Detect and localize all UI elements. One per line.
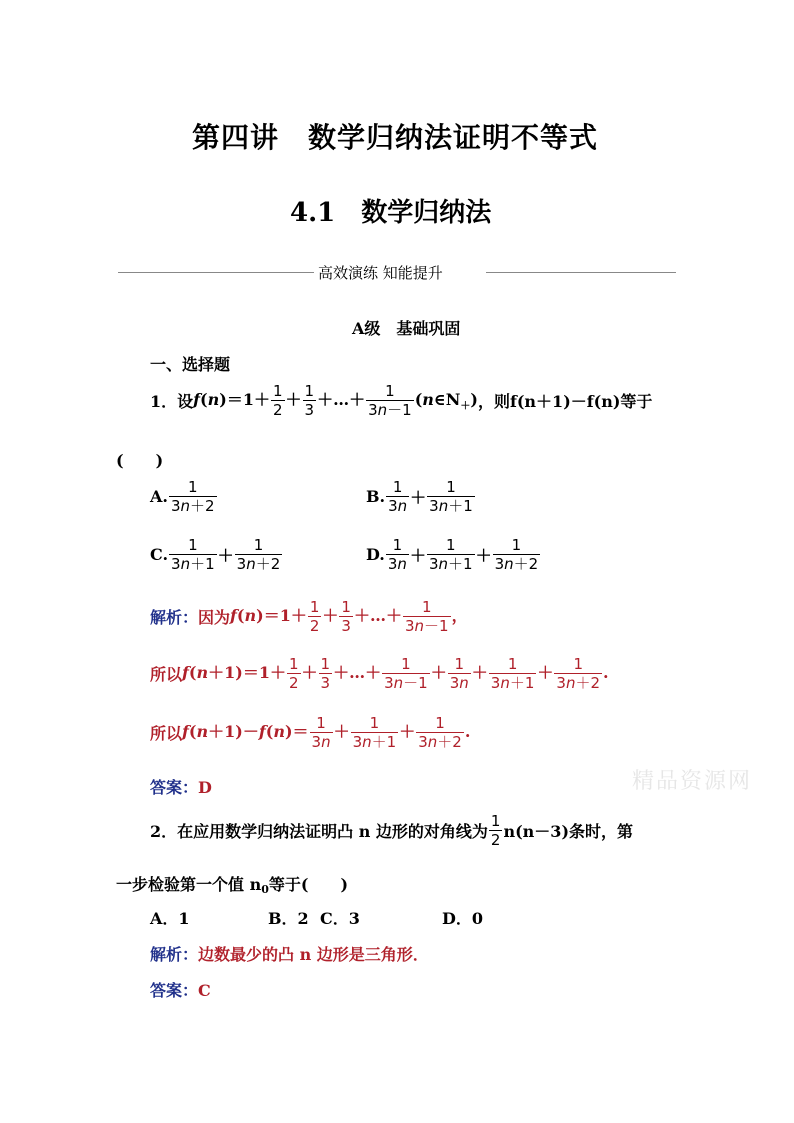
- banner-rule-left: [118, 272, 314, 273]
- q1-option-d: D. $\frac{1}{3n}$ ＋ $\frac{1}{3n+1}$ ＋ $\frac{1}{3n+2}$: [366, 536, 539, 573]
- watermark: 精品资源网: [632, 769, 753, 794]
- q1-paren: ( ): [116, 451, 164, 470]
- section-title: 4.1 数学归纳法: [290, 198, 492, 228]
- q1-option-b: B. $\frac{1}{3n}$ ＋ $\frac{1}{3n+1}$: [366, 478, 473, 515]
- q1-formula: f(n)＝1＋ $\frac{1}{2}$ ＋ $\frac{1}{3}$ ＋…＋ $\frac{1}{3n-1}$ $(n\in N_+)$: [193, 382, 478, 419]
- q2-analysis: 解析：边数最少的凸 n 边形是三角形．: [150, 945, 429, 964]
- q1-option-a: A. $\frac{1}{3n+2}$: [150, 478, 215, 515]
- q1-analysis-line1: 解析： 因为 f(n)＝1＋ $\frac{1}{2}$ ＋ $\frac{1}{3}$ ＋…＋ $\frac{1}{3n-1}$ ，: [150, 598, 468, 635]
- part-heading: 一、选择题: [150, 355, 231, 374]
- q2-option-d: D．0: [442, 909, 484, 928]
- q2-option-a: A．1: [150, 909, 190, 928]
- q1-option-c: C. $\frac{1}{3n+1}$ ＋ $\frac{1}{3n+2}$: [150, 536, 281, 573]
- q2-option-b: B．2: [268, 909, 309, 928]
- level-heading: A级 基础巩固: [352, 319, 461, 338]
- q2-stem-line2: 一步检验第一个值 n0等于( ): [116, 875, 349, 896]
- q1-answer: 答案：D: [150, 778, 212, 797]
- q1-lead: 1．设: [150, 392, 194, 411]
- q2-option-c: C．3: [320, 909, 360, 928]
- banner-text: 高效演练 知能提升: [318, 264, 443, 282]
- chapter-title: 第四讲 数学归纳法证明不等式: [192, 121, 599, 154]
- q1-tail: ，则f(n＋1)－f(n)等于: [477, 392, 653, 411]
- q1-analysis-line3: 所以 f(n＋1)－f(n)＝ $\frac{1}{3n}$ ＋ $\frac{1}{3n+1}$ ＋ $\frac{1}{3n+2}$ .: [150, 714, 471, 751]
- q2-answer: 答案：C: [150, 981, 211, 1000]
- q1-stem: [150, 382, 652, 419]
- q1-analysis-line2: 所以 f(n＋1)＝1＋ $\frac{1}{2}$ ＋ $\frac{1}{3}$ ＋…＋ $\frac{1}{3n-1}$ ＋ $\frac{1}{3n}$ ＋ $\frac{1}{3n+1}$ ＋ $\frac{1}{3n+2}$ .: [150, 655, 609, 692]
- banner-rule-right: [486, 272, 676, 273]
- q2-stem-line1: 2．在应用数学归纳法证明凸 n 边形的对角线为 $\frac{1}{2}$ n(n－3)条时，第: [150, 812, 634, 849]
